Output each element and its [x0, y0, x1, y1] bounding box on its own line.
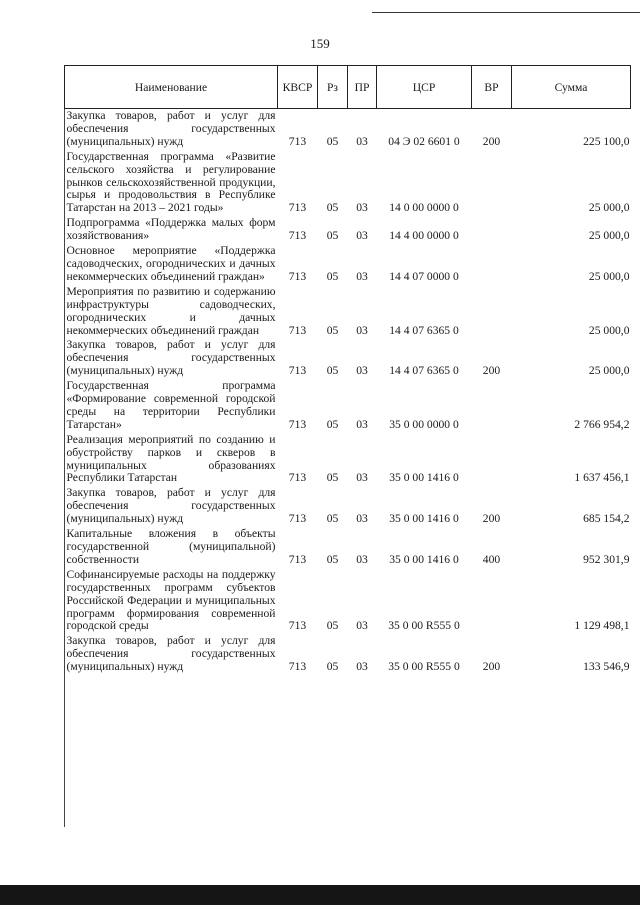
cell-csr: 14 4 07 6365 0 [389, 323, 459, 337]
cell-rz: 05 [326, 269, 339, 283]
cell-rz: 05 [326, 229, 339, 243]
cell-pr: 03 [356, 512, 368, 526]
cell-pr: 03 [356, 323, 368, 337]
cell-pr: 03 [356, 660, 368, 674]
table-row [65, 379, 631, 433]
cell-vr [472, 568, 512, 635]
page-number: 159 [310, 36, 330, 51]
cell-csr: 35 0 00 1416 0 [389, 512, 459, 526]
cell-kvsr: 713 [288, 619, 307, 633]
cell-csr: 14 4 00 0000 0 [389, 229, 459, 243]
cell-rz: 05 [326, 619, 339, 633]
table-row [65, 150, 631, 217]
cell-sum: 2 766 954,2 [574, 417, 630, 431]
col-header-name: Наименование [65, 66, 278, 109]
budget-table [64, 65, 631, 675]
cell-name: Государственная программа «Формирование современной городской среды на территории Республики Татарстан» [66, 379, 276, 431]
cell-pr: 03 [356, 552, 368, 566]
col-header-pr: ПР [348, 66, 377, 109]
cell-sum: 685 154,2 [583, 512, 630, 526]
cell-csr: 04 Э 02 6601 0 [388, 134, 460, 148]
table-header [65, 66, 631, 109]
cell-vr [472, 433, 512, 487]
table-row [65, 216, 631, 244]
table-row [65, 109, 631, 150]
cell-rz: 05 [326, 134, 339, 148]
scan-bottom-edge [0, 885, 640, 905]
cell-csr: 14 0 00 0000 0 [389, 201, 459, 215]
cell-kvsr: 713 [288, 364, 307, 378]
cell-csr: 35 0 00 0000 0 [389, 417, 459, 431]
col-header-vr: ВР [472, 66, 512, 109]
cell-pr: 03 [356, 229, 368, 243]
cell-name: Государственная программа «Развитие сельского хозяйства и регулирование рынков сельскохозяйственной продукции, сырья и продовольствия в Республике Татарстан на 2013 – 2021 годы» [66, 149, 276, 215]
cell-kvsr: 713 [288, 323, 307, 337]
cell-vr [472, 244, 512, 285]
cell-name: Капитальные вложения в объекты государственной (муниципальной) собственности [66, 527, 276, 566]
budget-table-container [64, 65, 630, 675]
cell-rz: 05 [326, 512, 339, 526]
cell-rz: 05 [326, 552, 339, 566]
cell-kvsr: 713 [288, 417, 307, 431]
cell-kvsr: 713 [288, 552, 307, 566]
cell-name: Закупка товаров, работ и услуг для обеспечения государственных (муниципальных) нужд [66, 109, 276, 148]
cell-pr: 03 [356, 269, 368, 283]
cell-pr: 03 [356, 471, 368, 485]
cell-sum: 225 100,0 [583, 134, 630, 148]
header-row [65, 66, 631, 109]
cell-kvsr: 713 [288, 660, 307, 674]
table-row [65, 568, 631, 635]
cell-sum: 1 129 498,1 [574, 619, 630, 633]
cell-rz: 05 [326, 471, 339, 485]
cell-vr [472, 150, 512, 217]
cell-csr: 35 0 00 1416 0 [389, 552, 459, 566]
cell-kvsr: 713 [288, 269, 307, 283]
cell-sum: 25 000,0 [588, 269, 630, 283]
cell-pr: 03 [356, 201, 368, 215]
cell-vr: 200 [482, 364, 501, 378]
col-header-rz: Рз [318, 66, 348, 109]
cell-sum: 25 000,0 [588, 323, 630, 337]
table-row [65, 486, 631, 527]
col-header-csr: ЦСР [377, 66, 472, 109]
cell-name: Реализация мероприятий по созданию и обустройству парков и скверов в муниципальных образованиях Республики Татарстан [66, 432, 276, 485]
cell-kvsr: 713 [288, 134, 307, 148]
cell-name: Подпрограмма «Поддержка малых форм хозяйствования» [66, 216, 276, 243]
top-rule [372, 12, 640, 13]
cell-pr: 03 [356, 134, 368, 148]
table-row [65, 285, 631, 339]
cell-name: Закупка товаров, работ и услуг для обеспечения государственных (муниципальных) нужд [66, 486, 276, 526]
table-row [65, 338, 631, 379]
cell-name: Закупка товаров, работ и услуг для обеспечения государственных (муниципальных) нужд [66, 634, 276, 674]
cell-name: Софинансируемые расходы на поддержку государственных программ субъектов Российской Федерации и муниципальных программ формирования современной городской среды [66, 567, 276, 633]
cell-kvsr: 713 [288, 229, 307, 243]
cell-kvsr: 713 [288, 471, 307, 485]
cell-csr: 35 0 00 R555 0 [388, 619, 460, 633]
cell-pr: 03 [356, 417, 368, 431]
cell-csr: 14 4 07 6365 0 [389, 364, 459, 378]
cell-csr: 35 0 00 1416 0 [389, 471, 459, 485]
cell-vr: 200 [482, 512, 501, 526]
cell-rz: 05 [326, 660, 339, 674]
cell-pr: 03 [356, 619, 368, 633]
cell-vr [472, 216, 512, 244]
cell-rz: 05 [326, 417, 339, 431]
cell-rz: 05 [326, 201, 339, 215]
col-header-sum: Сумма [512, 66, 631, 109]
cell-sum: 1 637 456,1 [574, 471, 630, 485]
table-body [65, 109, 631, 676]
cell-sum: 133 546,9 [583, 660, 630, 674]
table-row [65, 433, 631, 487]
cell-vr: 200 [482, 660, 501, 674]
cell-name: Закупка товаров, работ и услуг для обеспечения государственных (муниципальных) нужд [66, 338, 276, 378]
cell-name: Основное мероприятие «Поддержка садоводческих, огороднических и дачных некоммерческих объединений граждан» [66, 244, 276, 283]
cell-csr: 35 0 00 R555 0 [388, 660, 460, 674]
cell-vr [472, 285, 512, 339]
cell-rz: 05 [326, 364, 339, 378]
cell-vr: 400 [482, 552, 501, 566]
cell-sum: 25 000,0 [588, 201, 630, 215]
cell-sum: 25 000,0 [588, 229, 630, 243]
cell-sum: 952 301,9 [583, 552, 630, 566]
table-row [65, 527, 631, 568]
cell-csr: 14 4 07 0000 0 [389, 269, 459, 283]
cell-kvsr: 713 [288, 512, 307, 526]
cell-kvsr: 713 [288, 201, 307, 215]
cell-rz: 05 [326, 323, 339, 337]
cell-vr [472, 379, 512, 433]
col-header-kvsr: КВСР [278, 66, 318, 109]
table-row [65, 244, 631, 285]
cell-pr: 03 [356, 364, 368, 378]
cell-vr: 200 [482, 134, 501, 148]
cell-sum: 25 000,0 [588, 364, 630, 378]
table-row [65, 634, 631, 675]
cell-name: Мероприятия по развитию и содержанию инфраструктуры садоводческих, огороднических и дачных некоммерческих объединений граждан [66, 284, 276, 337]
